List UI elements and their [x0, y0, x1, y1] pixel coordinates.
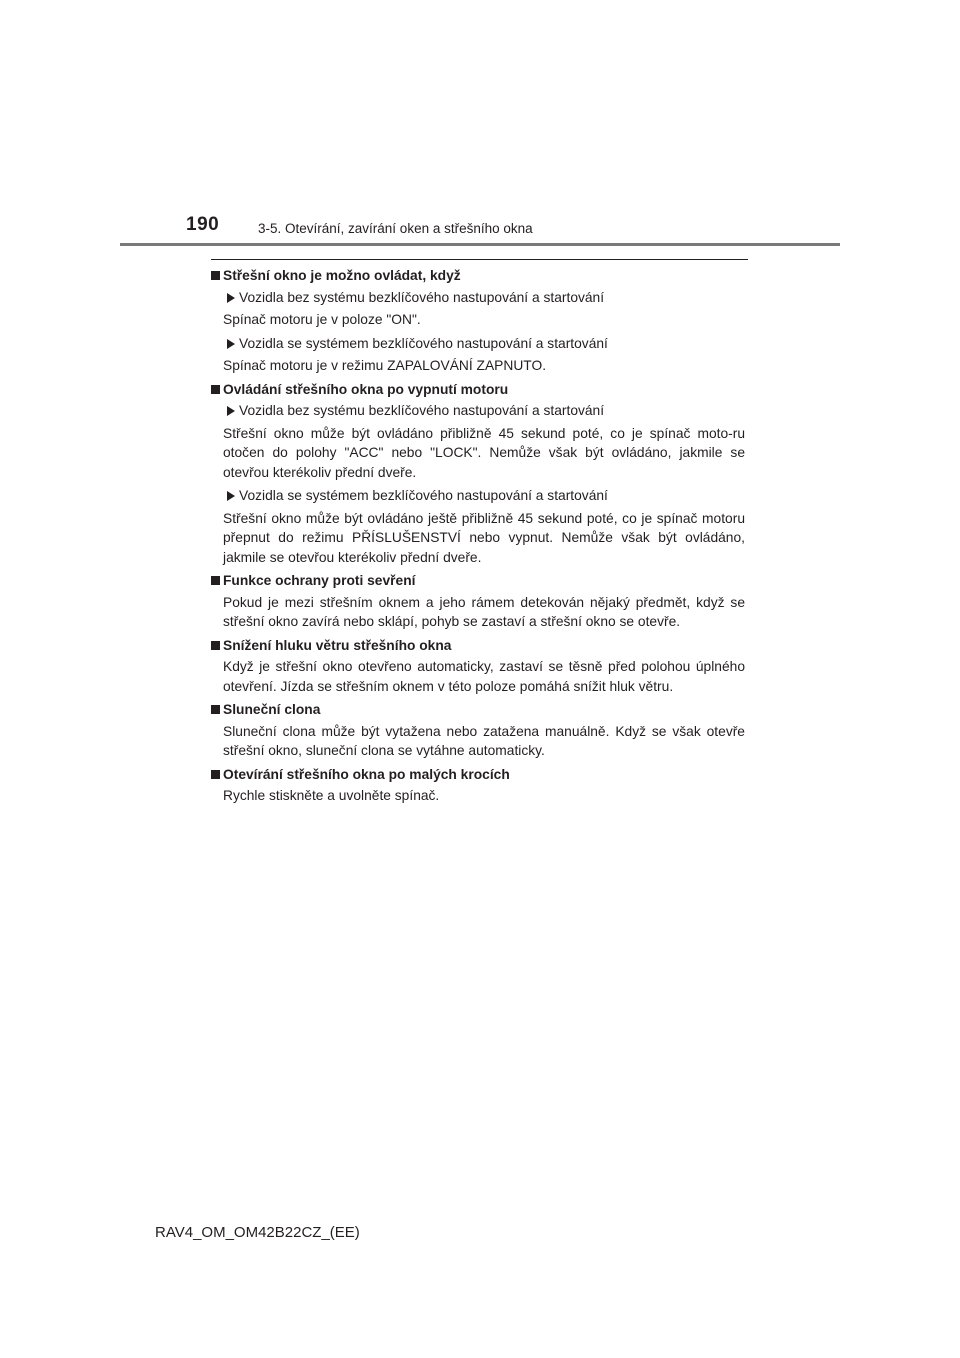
- subheading: [211, 334, 745, 354]
- subheading-text: Vozidla se systémem bezklíčového nastupování a startování: [239, 488, 608, 503]
- section-heading: [211, 636, 745, 656]
- content-area: [211, 266, 745, 810]
- section: [211, 700, 745, 761]
- section-heading-text: Funkce ochrany proti sevření: [223, 573, 416, 588]
- section-heading: [211, 380, 745, 400]
- subheading-text: Vozidla se systémem bezklíčového nastupování a startování: [239, 335, 608, 351]
- triangle-bullet-icon: [227, 491, 235, 501]
- header-rule: [120, 243, 840, 246]
- section-heading-text: Ovládání střešního okna po vypnutí motoru: [223, 381, 509, 397]
- page-number: 190: [186, 214, 220, 235]
- section: [211, 636, 745, 697]
- square-bullet-icon: [211, 705, 220, 714]
- subheading: [211, 401, 745, 421]
- section: [211, 571, 745, 632]
- paragraph: Spínač motoru je v režimu ZAPALOVÁNÍ ZAPNUTO.: [223, 358, 547, 373]
- subheading-text: Vozidla bez systému bezklíčového nastupování a startování: [239, 403, 605, 418]
- section-heading: [211, 765, 745, 785]
- subheading: [211, 288, 745, 308]
- section: [211, 380, 745, 568]
- section-heading-text: Sluneční clona: [223, 702, 321, 717]
- square-bullet-icon: [211, 576, 220, 585]
- content-rule: [211, 259, 748, 260]
- paragraph: Spínač motoru je v poloze "ON".: [223, 312, 421, 327]
- paragraph: Rychle stiskněte a uvolněte spínač.: [223, 788, 440, 803]
- section-heading: [211, 266, 745, 286]
- square-bullet-icon: [211, 641, 220, 650]
- footer-doc-code: RAV4_OM_OM42B22CZ_(EE): [155, 1224, 360, 1241]
- subheading: [211, 486, 745, 506]
- section: [211, 765, 745, 806]
- section-heading-text: Otevírání střešního okna po malých krocích: [223, 766, 510, 782]
- paragraph: Střešní okno může být ovládáno přibližně 45 sekund poté, co je spínač moto-ru otočen do polohy "ACC" nebo "LOCK". Nemůže však být ovládáno, jakmile se otevřou kterékoliv přední dveře.: [223, 425, 745, 480]
- triangle-bullet-icon: [227, 406, 235, 416]
- paragraph: Sluneční clona může být vytažena nebo zatažena manuálně. Když se však otevře střešní okno, sluneční clona se vytáhne automaticky.: [223, 723, 745, 758]
- square-bullet-icon: [211, 271, 220, 280]
- square-bullet-icon: [211, 770, 220, 779]
- paragraph: Když je střešní okno otevřeno automaticky, zastaví se těsně před polohou úplného otevření. Jízda se střešním oknem v této poloze pomáhá snížit hluk větru.: [223, 659, 745, 694]
- section-heading: [211, 700, 745, 720]
- paragraph: Střešní okno může být ovládáno ještě přibližně 45 sekund poté, co je spínač motoru přepnut do režimu PŘÍSLUŠENSTVÍ nebo vypnut. Nemůže však být ovládáno, jakmile se otevřou kterékoliv přední dveře.: [223, 510, 745, 565]
- paragraph: Pokud je mezi střešním oknem a jeho rámem detekován nějaký předmět, když se střešní okno zavírá nebo sklápí, pohyb se zastaví a střešní okno se otevře.: [223, 594, 745, 629]
- subheading-text: Vozidla bez systému bezklíčového nastupování a startování: [239, 289, 605, 305]
- section: [211, 266, 745, 376]
- triangle-bullet-icon: [227, 293, 235, 303]
- section-heading: [211, 571, 745, 591]
- triangle-bullet-icon: [227, 339, 235, 349]
- section-heading-text: Snížení hluku větru střešního okna: [223, 637, 452, 653]
- square-bullet-icon: [211, 385, 220, 394]
- running-head: 3-5. Otevírání, zavírání oken a střešního okna: [258, 221, 533, 236]
- section-heading-text: Střešní okno je možno ovládat, když: [223, 268, 461, 283]
